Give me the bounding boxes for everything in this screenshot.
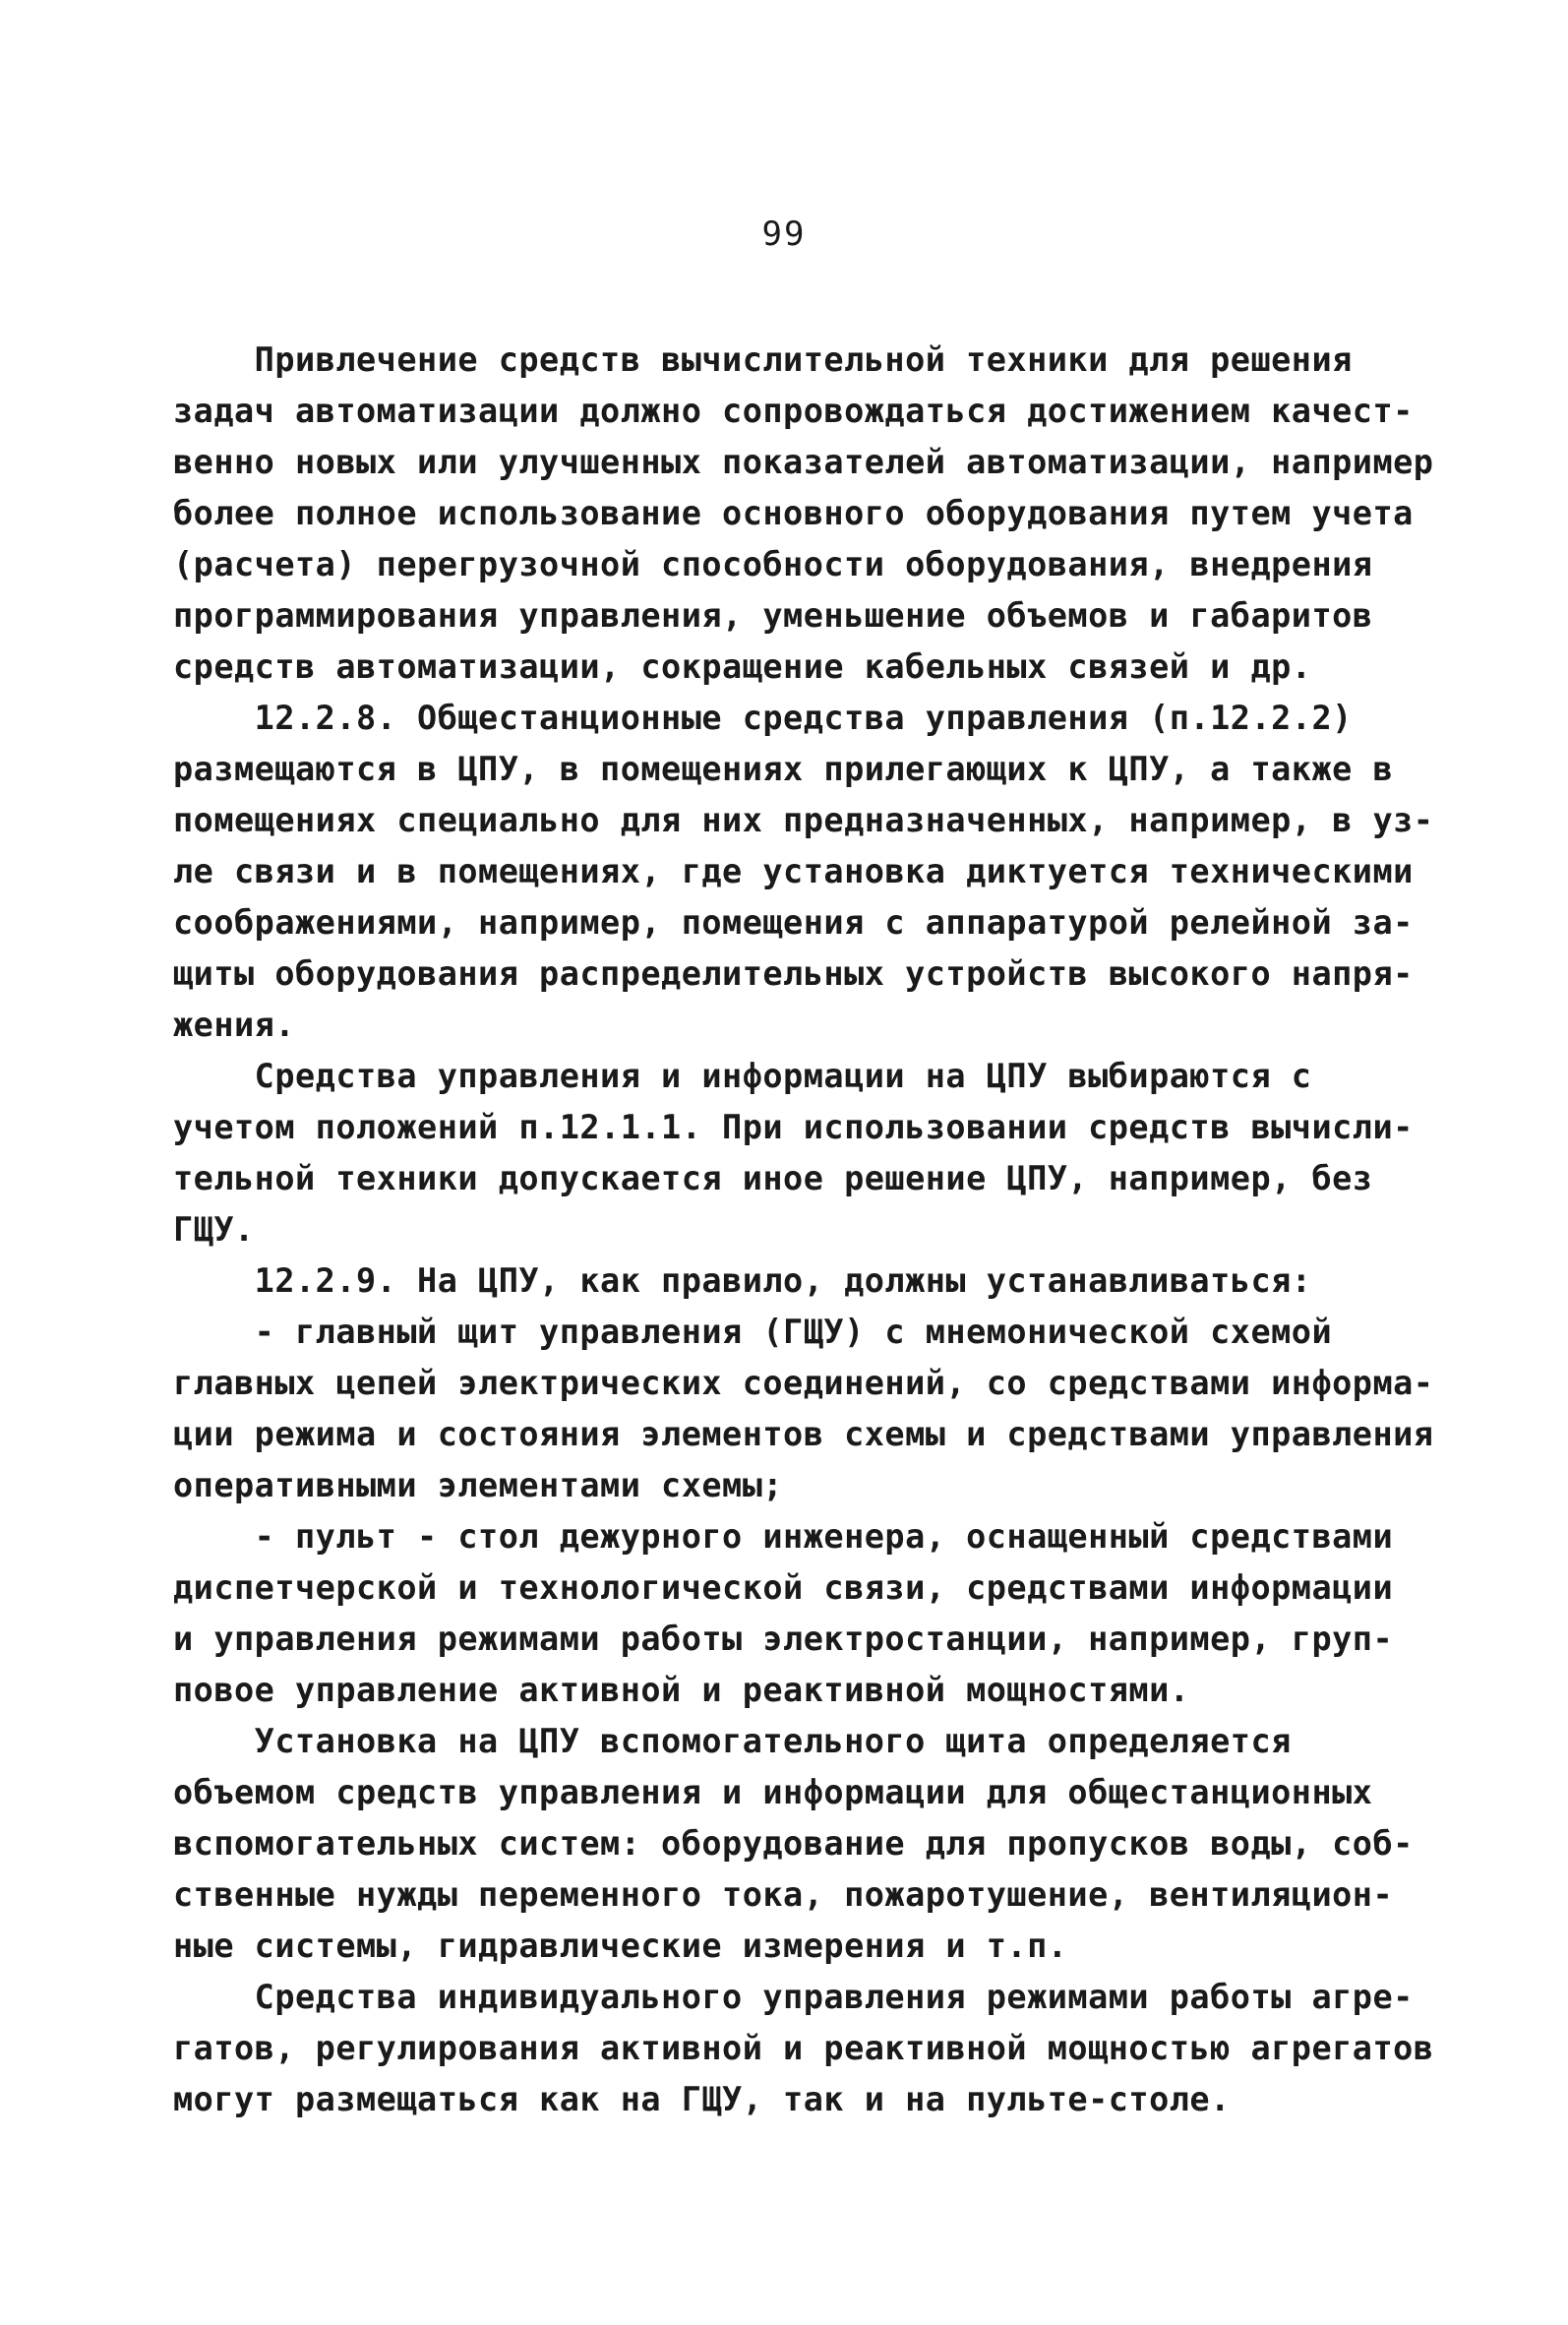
body-text xyxy=(173,335,1442,2125)
text-line: гатов, регулирования активной и реактивной мощностью агрегатов xyxy=(173,2029,1434,2067)
text-line: жения. xyxy=(173,1006,296,1044)
text-line: щиты оборудования распределительных устройств высокого напря- xyxy=(173,954,1414,993)
text-line: тельной техники допускается иное решение ЦПУ, например, без xyxy=(173,1159,1373,1197)
text-line: Установка на ЦПУ вспомогательного щита определяется xyxy=(173,1722,1292,1760)
text-line: ные системы, гидравлические измерения и т.п. xyxy=(173,1927,1068,1965)
text-line: ственные нужды переменного тока, пожаротушение, вентиляцион- xyxy=(173,1875,1394,1914)
text-line: соображениями, например, помещения с аппаратурой релейной за- xyxy=(173,903,1414,942)
text-line: главных цепей электрических соединений, со средствами информа- xyxy=(173,1364,1434,1402)
text-line: программирования управления, уменьшение объемов и габаритов xyxy=(173,596,1373,635)
text-line: задач автоматизации должно сопровождаться достижением качест- xyxy=(173,392,1414,430)
text-line: - главный щит управления (ГЩУ) с мнемонической схемой xyxy=(173,1313,1333,1351)
text-line: ле связи и в помещениях, где установка диктуется техническими xyxy=(173,852,1414,890)
text-line: вспомогательных систем: оборудование для пропусков воды, соб- xyxy=(173,1824,1414,1863)
text-line: более полное использование основного оборудования путем учета xyxy=(173,494,1414,532)
text-line: помещениях специально для них предназначенных, например, в уз- xyxy=(173,801,1434,839)
text-line: могут размещаться как на ГЩУ, так и на пульте-столе. xyxy=(173,2080,1231,2118)
text-line: ции режима и состояния элементов схемы и средствами управления xyxy=(173,1415,1434,1453)
text-line: венно новых или улучшенных показателей автоматизации, например xyxy=(173,443,1434,481)
text-line: 12.2.9. На ЦПУ, как правило, должны устанавливаться: xyxy=(173,1261,1312,1300)
page-number: 99 xyxy=(761,214,807,254)
text-line: 12.2.8. Общестанционные средства управления (п.12.2.2) xyxy=(173,699,1353,737)
text-line: размещаются в ЦПУ, в помещениях прилегающих к ЦПУ, а также в xyxy=(173,750,1394,788)
text-line: ГЩУ. xyxy=(173,1210,255,1249)
text-line: - пульт - стол дежурного инженера, оснащенный средствами xyxy=(173,1517,1394,1556)
text-line: повое управление активной и реактивной мощностями. xyxy=(173,1671,1190,1709)
text-line: (расчета) перегрузочной способности оборудования, внедрения xyxy=(173,545,1373,583)
text-line: оперативными элементами схемы; xyxy=(173,1466,784,1504)
text-line: Привлечение средств вычислительной техники для решения xyxy=(173,340,1353,379)
text-line: учетом положений п.12.1.1. При использовании средств вычисли- xyxy=(173,1108,1414,1146)
text-line: Средства управления и информации на ЦПУ выбираются с xyxy=(173,1057,1312,1095)
text-line: объемом средств управления и информации для общестанционных xyxy=(173,1773,1373,1811)
text-line: диспетчерской и технологической связи, средствами информации xyxy=(173,1568,1394,1607)
text-line: средств автоматизации, сокращение кабельных связей и др. xyxy=(173,647,1312,686)
text-line: и управления режимами работы электростанции, например, груп- xyxy=(173,1620,1394,1658)
text-line: Средства индивидуального управления режимами работы агре- xyxy=(173,1978,1414,2016)
